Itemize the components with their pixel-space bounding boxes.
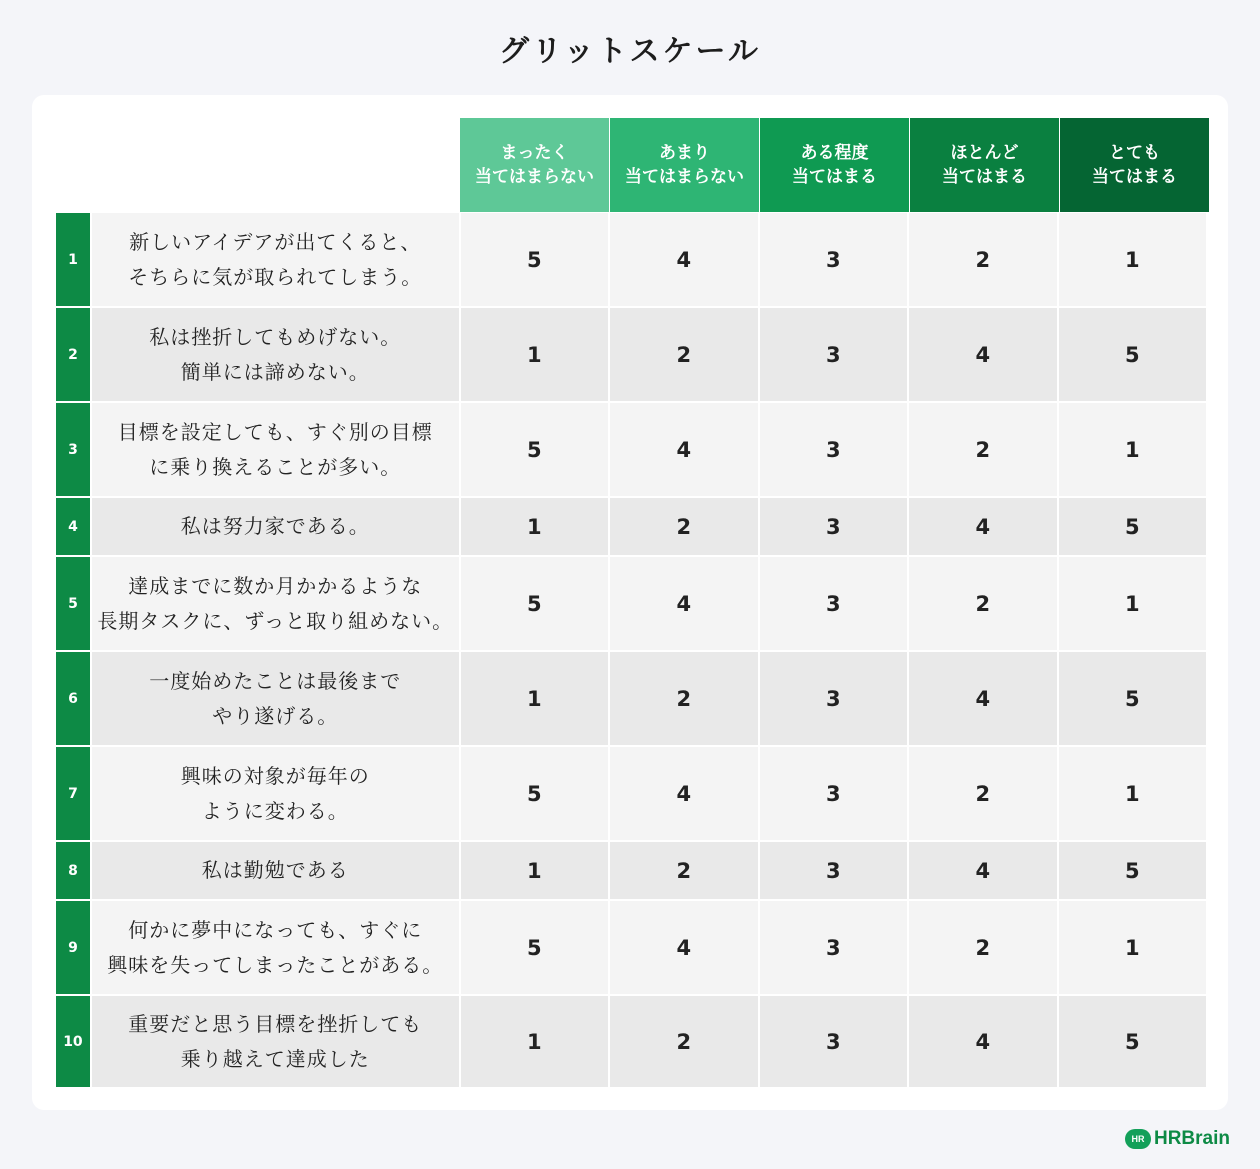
question-text <box>92 308 459 401</box>
score-cell: 4 <box>610 403 757 496</box>
column-header-row <box>460 118 1210 212</box>
table-row <box>56 747 1206 842</box>
table-row <box>56 996 1206 1089</box>
question-line: 重要だと思う目標を挫折しても <box>128 1011 423 1036</box>
question-text <box>92 498 459 555</box>
row-number: 9 <box>56 901 90 994</box>
question-text <box>92 557 459 650</box>
column-header-4 <box>910 118 1059 212</box>
score-cell: 1 <box>1059 747 1206 840</box>
score-cell: 1 <box>461 996 608 1087</box>
score-cell: 4 <box>610 747 757 840</box>
table-row <box>56 403 1206 498</box>
row-number: 8 <box>56 842 90 899</box>
question-text <box>92 842 459 899</box>
question-line: 簡単には諦めない。 <box>180 359 370 384</box>
table-row <box>56 557 1206 652</box>
score-cell: 2 <box>909 557 1056 650</box>
score-cell: 2 <box>909 901 1056 994</box>
column-header-line1: あまり <box>659 143 710 163</box>
question-text <box>92 213 459 306</box>
score-cell: 3 <box>760 747 907 840</box>
question-line: 新しいアイデアが出てくると、 <box>129 229 422 254</box>
question-line: 乗り越えて達成した <box>180 1046 370 1071</box>
score-cell: 2 <box>909 403 1056 496</box>
column-header-line2: 当てはまる <box>792 167 877 187</box>
brand-logo <box>1125 1128 1230 1150</box>
score-cell: 1 <box>461 842 608 899</box>
scale-table-body <box>56 213 1206 1089</box>
question-line: やり遂げる。 <box>212 703 339 728</box>
table-row <box>56 213 1206 308</box>
score-cell: 3 <box>760 557 907 650</box>
score-cell: 5 <box>1059 996 1206 1087</box>
score-cell: 1 <box>1059 403 1206 496</box>
question-line: 私は努力家である。 <box>180 514 370 538</box>
column-header-line1: まったく <box>500 143 569 163</box>
column-header-line2: 当てはまる <box>1092 167 1177 187</box>
score-cell: 3 <box>760 901 907 994</box>
column-header-line1: とても <box>1109 143 1160 163</box>
column-header-line2: 当てはまる <box>942 167 1027 187</box>
question-line: 長期タスクに、ずっと取り組めない。 <box>97 608 454 633</box>
logo-badge-icon: HR <box>1125 1129 1151 1149</box>
column-header-3 <box>760 118 909 212</box>
row-number: 1 <box>56 213 90 306</box>
score-cell: 5 <box>1059 652 1206 745</box>
score-cell: 5 <box>461 557 608 650</box>
question-line: に乗り換えることが多い。 <box>149 454 402 479</box>
score-cell: 3 <box>760 498 907 555</box>
logo-text: HRBrain <box>1153 1128 1230 1149</box>
question-text <box>92 996 459 1087</box>
score-cell: 5 <box>461 213 608 306</box>
score-cell: 3 <box>760 403 907 496</box>
question-text <box>92 747 459 840</box>
row-number: 6 <box>56 652 90 745</box>
question-text <box>92 901 459 994</box>
table-row <box>56 901 1206 996</box>
score-cell: 1 <box>461 498 608 555</box>
score-cell: 1 <box>1059 901 1206 994</box>
column-header-line2: 当てはまらない <box>625 167 744 187</box>
score-cell: 4 <box>610 901 757 994</box>
score-cell: 3 <box>760 996 907 1087</box>
column-header-line1: ある程度 <box>800 143 869 163</box>
score-cell: 3 <box>760 652 907 745</box>
score-cell: 2 <box>610 842 757 899</box>
column-header-line2: 当てはまらない <box>475 167 594 187</box>
page-title: グリットスケール <box>499 34 761 69</box>
score-cell: 1 <box>1059 213 1206 306</box>
score-cell: 5 <box>461 747 608 840</box>
row-number: 3 <box>56 403 90 496</box>
score-cell: 5 <box>1059 308 1206 401</box>
score-cell: 5 <box>461 901 608 994</box>
column-header-5 <box>1060 118 1209 212</box>
question-line: 一度始めたことは最後まで <box>149 668 402 693</box>
row-number: 7 <box>56 747 90 840</box>
row-number: 10 <box>56 996 90 1087</box>
row-number: 4 <box>56 498 90 555</box>
score-cell: 4 <box>909 498 1056 555</box>
score-cell: 2 <box>610 652 757 745</box>
question-line: 目標を設定しても、すぐ別の目標 <box>117 419 433 444</box>
column-header-2 <box>610 118 759 212</box>
question-text <box>92 403 459 496</box>
score-cell: 4 <box>610 213 757 306</box>
score-cell: 5 <box>461 403 608 496</box>
score-cell: 4 <box>909 996 1056 1087</box>
score-cell: 4 <box>909 308 1056 401</box>
question-line: 私は挫折してもめげない。 <box>149 324 402 349</box>
score-cell: 2 <box>610 996 757 1087</box>
score-cell: 1 <box>461 652 608 745</box>
score-cell: 4 <box>610 557 757 650</box>
score-cell: 4 <box>909 652 1056 745</box>
column-header-line1: ほとんど <box>950 143 1019 163</box>
score-cell: 2 <box>909 747 1056 840</box>
row-number: 2 <box>56 308 90 401</box>
table-row <box>56 842 1206 901</box>
question-line: 私は勤勉である <box>201 858 349 882</box>
score-cell: 1 <box>1059 557 1206 650</box>
score-cell: 2 <box>610 498 757 555</box>
question-text <box>92 652 459 745</box>
score-cell: 4 <box>909 842 1056 899</box>
table-row <box>56 308 1206 403</box>
score-cell: 3 <box>760 308 907 401</box>
question-line: 興味の対象が毎年の <box>180 763 370 788</box>
score-cell: 5 <box>1059 842 1206 899</box>
question-line: 何かに夢中になっても、すぐに <box>128 917 423 942</box>
score-cell: 2 <box>610 308 757 401</box>
question-line: そちらに気が取られてしまう。 <box>128 264 423 289</box>
question-line: ように変わる。 <box>201 798 349 823</box>
question-line: 達成までに数か月かかるような <box>128 573 423 598</box>
table-row <box>56 498 1206 557</box>
score-cell: 2 <box>909 213 1056 306</box>
score-cell: 3 <box>760 213 907 306</box>
table-row <box>56 652 1206 747</box>
question-line: 興味を失ってしまったことがある。 <box>107 952 444 977</box>
row-number: 5 <box>56 557 90 650</box>
score-cell: 3 <box>760 842 907 899</box>
column-header-1 <box>460 118 609 212</box>
score-cell: 1 <box>461 308 608 401</box>
score-cell: 5 <box>1059 498 1206 555</box>
